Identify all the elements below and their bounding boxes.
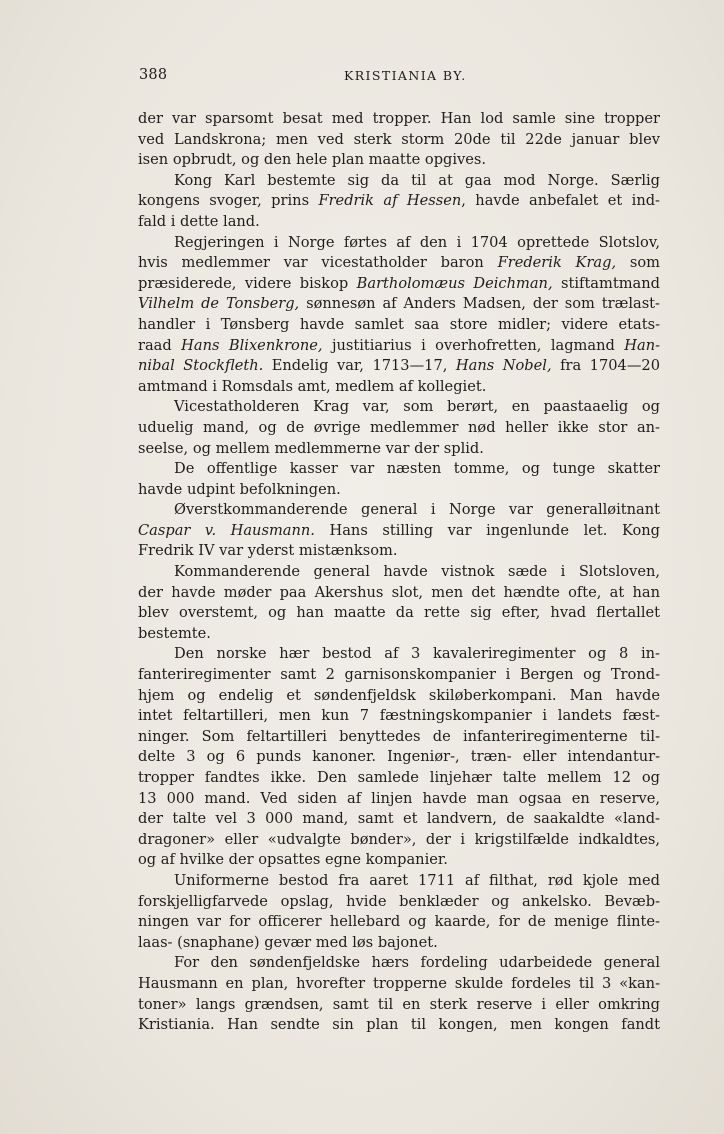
text-line [138, 603, 660, 624]
text-segment: havde udpint befolkningen. [138, 480, 341, 498]
text-line [138, 109, 660, 130]
text-line [138, 521, 660, 542]
text-line [138, 830, 660, 851]
text-line [138, 130, 660, 151]
text-line [138, 541, 660, 562]
text-line [138, 500, 660, 521]
text-segment: Den norske hær bestod af 3 kavaleriregimenter og 8 in- [174, 645, 660, 663]
body-text [138, 109, 660, 1036]
text-segment: ved Landskrona; men ved sterk storm 20de til 22de januar blev [138, 130, 660, 148]
page-number: 388 [139, 67, 168, 83]
text-line [138, 933, 660, 954]
text-segment: For den søndenfjeldske hærs fordeling udarbeidede general [174, 954, 660, 972]
text-line [138, 171, 660, 192]
text-segment: Kommanderende general havde vistnok sæde i Slotsloven, [174, 563, 660, 581]
text-line [138, 274, 660, 295]
text-line [138, 212, 660, 233]
text-line [138, 995, 660, 1016]
text-segment: hvis medlemmer var vicestatholder baron [138, 254, 498, 272]
text-segment: som [616, 254, 660, 272]
text-segment: laas- (snaphane) gevær med løs bajonet. [138, 933, 438, 951]
italic-name: Caspar v. Hausmann. [138, 521, 315, 539]
text-segment: præsiderede, videre biskop [138, 274, 357, 292]
text-segment: Vicestatholderen Krag var, som berørt, en paastaaelig og [174, 398, 660, 416]
text-segment: tropper fandtes ikke. Den samlede linjehær talte mellem 12 og [138, 769, 660, 786]
text-line [138, 789, 660, 810]
text-line [138, 747, 660, 768]
text-line [138, 665, 660, 686]
text-segment: fra 1704—20 [551, 357, 660, 375]
italic-name: Hans Nobel, [455, 357, 552, 375]
text-segment: toner» langs grændsen, samt til en sterk reserve i eller omkring [138, 995, 660, 1013]
text-line [138, 644, 660, 665]
text-line [138, 253, 660, 274]
text-segment: Hans stilling var ingenlunde let. Kong [314, 521, 660, 539]
text-line [138, 459, 660, 480]
text-line [138, 686, 660, 707]
text-line [138, 871, 660, 892]
text-line [138, 418, 660, 439]
text-segment: blev overstemt, og han maatte da rette sig efter, hvad flertallet [138, 604, 660, 622]
text-segment: , havde anbefalet et ind- [461, 192, 660, 210]
text-segment: Regjeringen i Norge førtes af den i 1704 oprettede Slotslov, [174, 233, 660, 251]
text-segment: Kong Karl bestemte sig da til at gaa mod Norge. Særlig [174, 171, 660, 189]
text-line [138, 974, 660, 995]
text-line [138, 356, 660, 377]
text-line [138, 892, 660, 913]
text-segment: dragoner» eller «udvalgte bønder», der i krigstilfælde indkaldtes, [138, 830, 660, 848]
text-segment: intet feltartilleri, men kun 7 fæstningskompanier i landets fæst- [138, 707, 660, 725]
text-line [138, 397, 660, 418]
text-segment: fald i dette land. [138, 212, 260, 230]
text-segment: sønnesøn af Anders Madsen, der som trælast- [299, 295, 660, 313]
text-segment: delte 3 og 6 punds kanoner. Ingeniør-, træn- eller intendantur- [138, 748, 660, 766]
text-segment: 13 000 mand. Ved siden af linjen havde man ogsaa en reserve, [138, 789, 660, 807]
running-head: KRISTIANIA BY. [344, 68, 467, 83]
text-segment: der var sparsomt besat med tropper. Han lod samle sine tropper [138, 110, 660, 127]
text-line [138, 150, 660, 171]
text-line [138, 480, 660, 501]
text-line [138, 294, 660, 315]
text-segment: handler i Tønsberg havde samlet saa store midler; videre etats- [138, 315, 660, 333]
text-line [138, 191, 660, 212]
text-line [138, 850, 660, 871]
text-line [138, 953, 660, 974]
text-segment: De offentlige kasser var næsten tomme, og tunge skatter [174, 460, 660, 478]
text-segment: og af hvilke der opsattes egne kompanier. [138, 851, 448, 869]
text-segment: ningen var for officerer hellebard og kaarde, for de menige flinte- [138, 913, 660, 931]
text-line [138, 377, 660, 398]
text-line [138, 315, 660, 336]
text-line [138, 768, 660, 789]
text-segment: Kristiania. Han sendte sin plan til kongen, men kongen fandt [138, 1016, 660, 1034]
text-line [138, 562, 660, 583]
text-line [138, 809, 660, 830]
text-segment: forskjelligfarvede opslag, hvide benklæder og ankelsko. Bevæb- [138, 892, 660, 910]
text-segment: Endelig var, 1713—17, [263, 357, 456, 375]
italic-name: Bartholomæus Deichman, [356, 274, 553, 292]
text-segment: ninger. Som feltartilleri benyttedes de infanteriregimenterne til- [138, 727, 660, 745]
text-segment: der havde møder paa Akershus slot, men det hændte ofte, at han [138, 583, 660, 601]
text-segment: hjem og endelig et søndenfjeldsk skiløberkompani. Man havde [138, 686, 660, 704]
italic-name: Hans Blixenkrone, [181, 336, 323, 354]
text-line [138, 624, 660, 645]
text-line [138, 439, 660, 460]
text-line [138, 583, 660, 604]
text-segment: amtmand i Romsdals amt, medlem af kollegiet. [138, 377, 487, 395]
text-segment: Fredrik IV var yderst mistænksom. [138, 542, 398, 560]
text-line [138, 706, 660, 727]
text-segment: der talte vel 3 000 mand, samt et landvern, de saakaldte «land- [138, 810, 660, 828]
text-line [138, 912, 660, 933]
italic-name: Frederik Krag, [497, 254, 617, 272]
text-line [138, 336, 660, 357]
text-segment: Hausmann en plan, hvorefter tropperne skulde fordeles til 3 «kan- [138, 974, 660, 992]
text-segment: uduelig mand, og de øvrige medlemmer nød heller ikke stor an- [138, 418, 660, 436]
text-segment: fanteriregimenter samt 2 garnisonskompanier i Bergen og Trond- [138, 666, 660, 684]
italic-name: Vilhelm de Tonsberg, [138, 295, 300, 313]
text-segment: kongens svoger, prins [138, 192, 319, 210]
page-header [139, 67, 661, 87]
text-line [138, 233, 660, 254]
text-segment: seelse, og mellem medlemmerne var der splid. [138, 439, 484, 457]
italic-name: Fredrik af Hessen [318, 192, 462, 210]
text-line [138, 1015, 660, 1036]
italic-name: nibal Stockfleth. [138, 357, 264, 375]
text-line [138, 727, 660, 748]
text-segment: raad [138, 336, 182, 354]
text-segment: Øverstkommanderende general i Norge var generalløitnant [174, 501, 660, 519]
text-segment: Uniformerne bestod fra aaret 1711 af filthat, rød kjole med [174, 871, 660, 889]
text-segment: isen opbrudt, og den hele plan maatte opgives. [138, 151, 487, 169]
italic-name: Han- [624, 336, 661, 354]
text-segment: stiftamtmand [552, 274, 660, 292]
text-segment: bestemte. [138, 624, 211, 642]
text-segment: justitiarius i overhofretten, lagmand [322, 336, 625, 354]
